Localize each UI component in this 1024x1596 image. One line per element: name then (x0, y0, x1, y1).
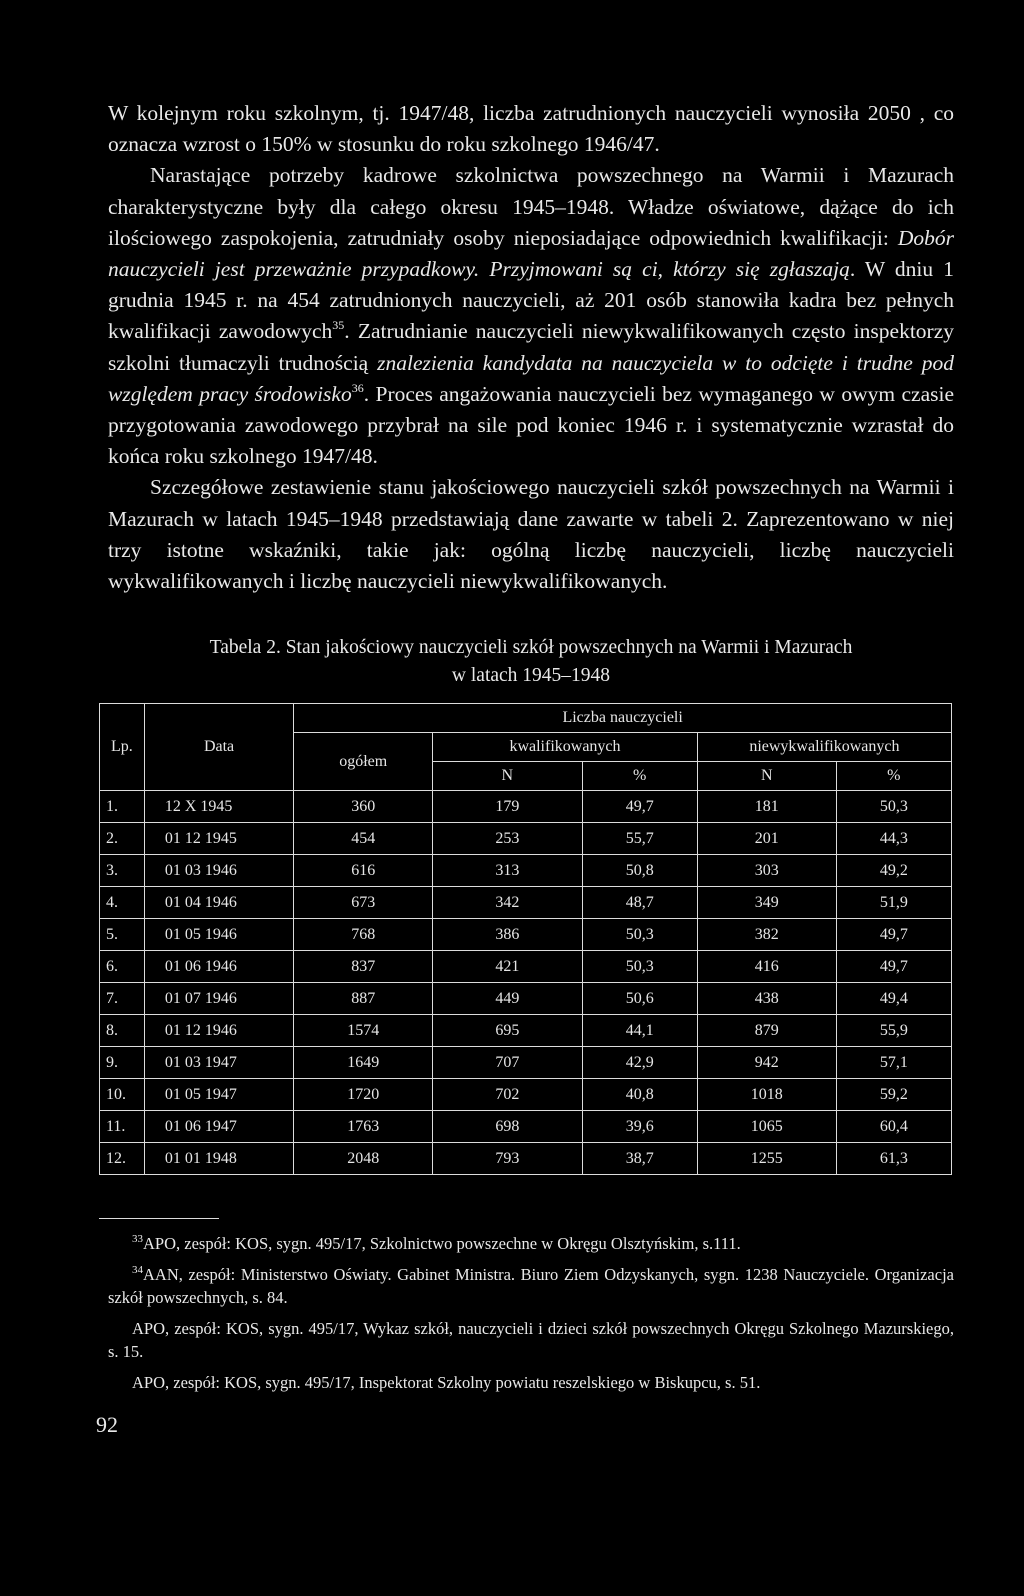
footnote-text: AAN, zespół: Ministerstwo Oświaty. Gabinet Ministra. Biuro Ziem Odzyskanych, sygn. 1238 Nauczyciele. Organizacja szkół powszechnych, s. 84. (108, 1265, 954, 1307)
footnote-ref-36: 36 (351, 380, 364, 395)
cell-qualified-pct: 44,1 (582, 1015, 697, 1047)
teachers-table (99, 703, 952, 1175)
cell-qualified-pct: 49,7 (582, 791, 697, 823)
cell-qualified-pct: 48,7 (582, 887, 697, 919)
cell-qualified-n: 698 (433, 1111, 582, 1143)
quote-1: Dobór nauczycieli jest przeważnie przypadkowy. Przyjmowani są ci, którzy się zgłaszają (108, 225, 955, 282)
cell-qualified-n: 253 (433, 823, 582, 855)
cell-qualified-n: 313 (433, 855, 582, 887)
cell-qualified-pct: 55,7 (582, 823, 697, 855)
cell-lp: 9. (100, 1047, 145, 1079)
cell-qualified-pct: 50,3 (582, 951, 697, 983)
cell-unqualified-pct: 49,2 (836, 855, 951, 887)
cell-lp: 12. (100, 1143, 145, 1175)
cell-total: 360 (294, 791, 433, 823)
cell-unqualified-pct: 49,7 (836, 951, 951, 983)
cell-date: 01 03 1947 (144, 1047, 293, 1079)
table-row (100, 887, 952, 919)
cell-total: 887 (294, 983, 433, 1015)
cell-date: 01 06 1946 (144, 951, 293, 983)
cell-unqualified-pct: 59,2 (836, 1079, 951, 1111)
table-caption (108, 634, 954, 690)
cell-unqualified-pct: 57,1 (836, 1047, 951, 1079)
cell-unqualified-n: 349 (697, 887, 836, 919)
table-row (100, 791, 952, 823)
cell-date: 01 06 1947 (144, 1111, 293, 1143)
cell-date: 01 12 1945 (144, 823, 293, 855)
cell-total: 1720 (294, 1079, 433, 1111)
cell-lp: 1. (100, 791, 145, 823)
cell-date: 01 01 1948 (144, 1143, 293, 1175)
cell-qualified-n: 421 (433, 951, 582, 983)
cell-total: 837 (294, 951, 433, 983)
cell-unqualified-pct: 44,3 (836, 823, 951, 855)
paragraph-1 (108, 98, 954, 160)
cell-lp: 10. (100, 1079, 145, 1111)
footnotes (108, 1232, 954, 1402)
table-row (100, 1079, 952, 1111)
table-caption-line2: w latach 1945–1948 (451, 665, 611, 686)
cell-qualified-pct: 40,8 (582, 1079, 697, 1111)
cell-qualified-n: 449 (433, 983, 582, 1015)
paragraph-2-text-d: . Proces angażowania nauczycieli bez wymaganego w owym czasie przygotowania zawodowego przybrał na sile pod koniec 1946 r. i systematycznie wzrastał do końca roku szkolnego 1947/48. (108, 381, 954, 469)
header-unqualified-pct: % (836, 762, 951, 791)
cell-unqualified-n: 181 (697, 791, 836, 823)
cell-unqualified-n: 1255 (697, 1143, 836, 1175)
paragraph-2-text-c: . Zatrudnianie nauczycieli niewykwalifikowanych często inspektorzy szkolni tłumaczyli trudnością (108, 319, 954, 375)
cell-lp: 3. (100, 855, 145, 887)
cell-date: 01 05 1946 (144, 919, 293, 951)
cell-unqualified-pct: 60,4 (836, 1111, 951, 1143)
cell-qualified-pct: 50,6 (582, 983, 697, 1015)
cell-unqualified-n: 416 (697, 951, 836, 983)
cell-total: 673 (294, 887, 433, 919)
cell-lp: 11. (100, 1111, 145, 1143)
cell-qualified-n: 793 (433, 1143, 582, 1175)
footnote-number: 34 (132, 1264, 143, 1276)
header-unqualified: niewykwalifikowanych (697, 733, 951, 762)
cell-total: 2048 (294, 1143, 433, 1175)
cell-total: 616 (294, 855, 433, 887)
footnote-text: APO, zespół: KOS, sygn. 495/17, Szkolnictwo powszechne w Okręgu Olsztyńskim, s.111. (143, 1234, 741, 1253)
footnote-text: APO, zespół: KOS, sygn. 495/17, Wykaz szkół, nauczycieli i dzieci szkół powszechnych Okręgu Szkolnego Mazurskiego, s. 15. (108, 1319, 954, 1361)
cell-lp: 7. (100, 983, 145, 1015)
cell-date: 01 07 1946 (144, 983, 293, 1015)
header-qualified-n: N (433, 762, 582, 791)
table-row (100, 823, 952, 855)
cell-unqualified-n: 1018 (697, 1079, 836, 1111)
header-group: Liczba nauczycieli (294, 704, 952, 733)
table-caption-line1: Tabela 2. Stan jakościowy nauczycieli szkół powszechnych na Warmii i Mazurach (209, 637, 853, 658)
footnote-35 (108, 1317, 954, 1363)
quote-2: znalezienia kandydata na nauczyciela w to odcięte i trudne pod względem pracy środowisko (108, 350, 955, 406)
cell-qualified-pct: 50,8 (582, 855, 697, 887)
cell-unqualified-n: 942 (697, 1047, 836, 1079)
header-unqualified-n: N (697, 762, 836, 791)
cell-qualified-pct: 38,7 (582, 1143, 697, 1175)
paragraph-1-text: W kolejnym roku szkolnym, tj. 1947/48, liczba zatrudnionych nauczycieli wynosiła 2050 , co oznacza wzrost o 150% w stosunku do roku szkolnego 1946/47. (108, 101, 954, 157)
table-row (100, 983, 952, 1015)
paragraph-2 (108, 160, 954, 472)
table-row (100, 951, 952, 983)
table-row (100, 1015, 952, 1047)
cell-lp: 5. (100, 919, 145, 951)
cell-unqualified-n: 1065 (697, 1111, 836, 1143)
cell-date: 01 04 1946 (144, 887, 293, 919)
cell-qualified-n: 386 (433, 919, 582, 951)
table-row (100, 1047, 952, 1079)
page-number: 92 (96, 1412, 118, 1437)
cell-total: 1763 (294, 1111, 433, 1143)
table-row (100, 1143, 952, 1175)
table-row (100, 1111, 952, 1143)
footnote-34 (108, 1263, 954, 1309)
cell-qualified-pct: 39,6 (582, 1111, 697, 1143)
footnote-36 (108, 1371, 954, 1394)
table-body (100, 791, 952, 1175)
header-lp: Lp. (100, 704, 145, 791)
cell-lp: 4. (100, 887, 145, 919)
footnote-ref-35: 35 (332, 318, 345, 333)
cell-qualified-n: 695 (433, 1015, 582, 1047)
cell-unqualified-pct: 55,9 (836, 1015, 951, 1047)
cell-lp: 2. (100, 823, 145, 855)
footnote-divider (99, 1218, 219, 1219)
cell-qualified-pct: 50,3 (582, 919, 697, 951)
cell-unqualified-pct: 49,4 (836, 983, 951, 1015)
cell-unqualified-n: 201 (697, 823, 836, 855)
cell-unqualified-n: 382 (697, 919, 836, 951)
header-total: ogółem (294, 733, 433, 791)
cell-date: 01 12 1946 (144, 1015, 293, 1047)
cell-qualified-n: 707 (433, 1047, 582, 1079)
cell-unqualified-n: 438 (697, 983, 836, 1015)
header-qualified: kwalifikowanych (433, 733, 698, 762)
footnote-33 (108, 1232, 954, 1255)
table-row (100, 919, 952, 951)
cell-unqualified-pct: 51,9 (836, 887, 951, 919)
cell-total: 768 (294, 919, 433, 951)
cell-unqualified-pct: 50,3 (836, 791, 951, 823)
paragraph-2-text: Narastające potrzeby kadrowe szkolnictwa powszechnego na Warmii i Mazurach charakterystyczne były dla całego okresu 1945–1948. Władze oświatowe, dążące do ich ilościowego zaspokojenia, zatrudniały osoby nieposiadające odpowiednich kwalifikacji: (108, 163, 954, 250)
paragraph-2-text-b: . W dniu 1 grudnia 1945 r. na 454 zatrudnionych nauczycieli, aż 201 osób stanowiła kadra bez pełnych kwalifikacji zawodowych (108, 257, 954, 344)
cell-date: 01 03 1946 (144, 855, 293, 887)
cell-qualified-n: 179 (433, 791, 582, 823)
cell-total: 1574 (294, 1015, 433, 1047)
cell-date: 12 X 1945 (144, 791, 293, 823)
cell-unqualified-pct: 61,3 (836, 1143, 951, 1175)
cell-unqualified-n: 303 (697, 855, 836, 887)
cell-qualified-n: 342 (433, 887, 582, 919)
footnote-text: APO, zespół: KOS, sygn. 495/17, Inspektorat Szkolny powiatu reszelskiego w Biskupcu, s. 51. (132, 1373, 761, 1392)
table-row (100, 855, 952, 887)
header-qualified-pct: % (582, 762, 697, 791)
cell-total: 1649 (294, 1047, 433, 1079)
cell-qualified-pct: 42,9 (582, 1047, 697, 1079)
header-date: Data (144, 704, 293, 791)
cell-lp: 6. (100, 951, 145, 983)
cell-unqualified-n: 879 (697, 1015, 836, 1047)
cell-unqualified-pct: 49,7 (836, 919, 951, 951)
cell-lp: 8. (100, 1015, 145, 1047)
cell-total: 454 (294, 823, 433, 855)
paragraph-3: Szczegółowe zestawienie stanu jakościowego nauczycieli szkół powszechnych na Warmii i Mazurach w latach 1945–1948 przedstawiają dane zawarte w tabeli 2. Zaprezentowano w niej trzy istotne wskaźniki, takie jak: ogólną liczbę nauczycieli, liczbę nauczycieli wykwalifikowanych i liczbę nauczycieli niewykwalifikowanych. (108, 475, 954, 594)
cell-qualified-n: 702 (433, 1079, 582, 1111)
cell-date: 01 05 1947 (144, 1079, 293, 1111)
footnote-number: 33 (132, 1233, 143, 1245)
body-text (108, 98, 954, 597)
